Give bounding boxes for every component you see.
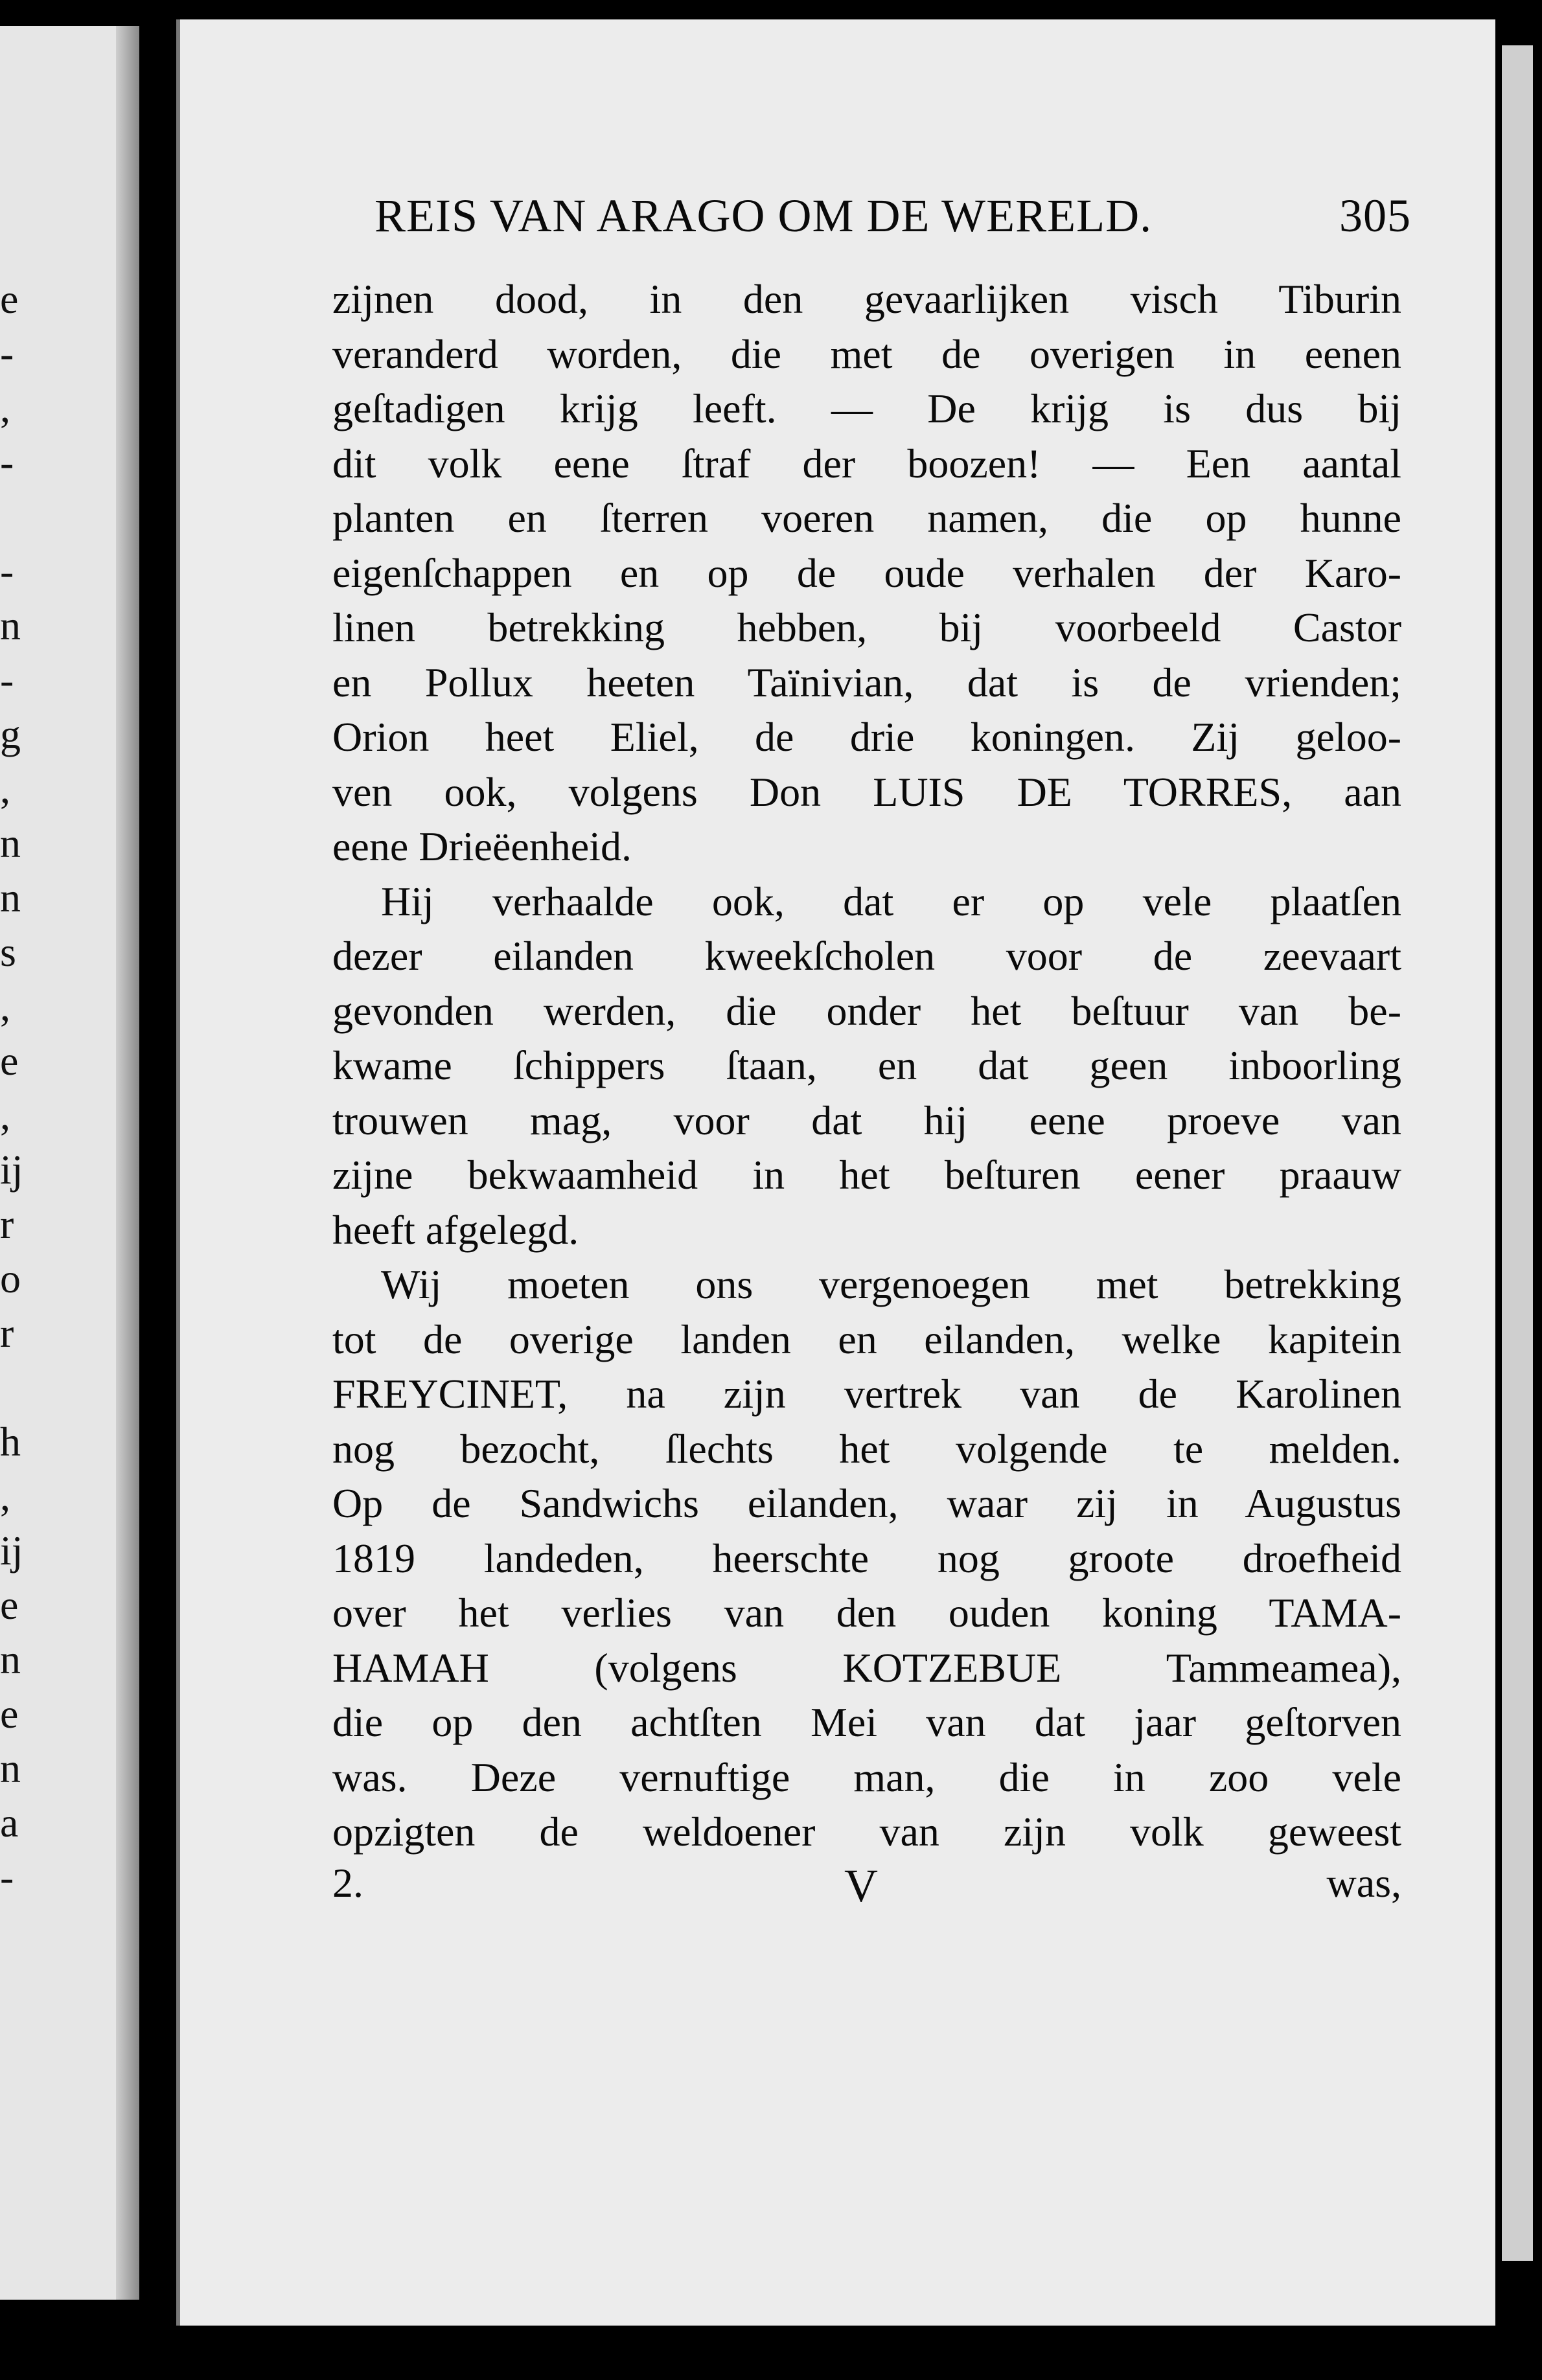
text-line: was. Deze vernuftige man, die in zoo vele [332,1754,1401,1800]
running-header [374,189,1411,247]
text-line: die op den achtſten Mei van dat jaar geſtorven [332,1699,1401,1745]
margin-char: - [0,439,14,485]
margin-char: e [0,1582,19,1628]
text-line: dit volk eene ſtraf der boozen! — Een aantal [332,440,1401,486]
margin-char: a [0,1800,19,1846]
text-line: dezer eilanden kweekſcholen voor de zeevaart [332,933,1401,979]
quire-mark: V [844,1860,878,1912]
text-line: 1819 landeden, heerschte nog groote droefheid [332,1535,1401,1581]
margin-char: - [0,1854,14,1900]
page-number: 305 [1339,190,1411,242]
text-line: ven ook, volgens Don LUIS DE TORRES, aan [332,768,1401,815]
margin-char: e [0,1691,19,1737]
margin-char: n [0,875,21,921]
text-line: kwame ſchippers ſtaan, en dat geen inboorling [332,1042,1401,1088]
text-line: FREYCINET, na zijn vertrek van de Karolinen [332,1371,1401,1417]
margin-char: n [0,1636,21,1682]
page-footer [332,1859,1401,1917]
left-page-margin-text [0,272,23,1905]
text-line: geſtadigen krijg leeft. — De krijg is dus bij [332,385,1401,431]
text-line: eigenſchappen en op de oude verhalen der Karo- [332,549,1401,596]
text-line: Hij verhaalde ook, dat er op vele plaatſen [381,878,1401,924]
margin-char: n [0,1745,21,1791]
margin-char: n [0,602,21,648]
text-line: veranderd worden, die met de overigen in eenen [332,330,1401,377]
book-page [176,19,1495,2326]
text-line: en Pollux heeten Taïnivian, dat is de vrienden; [332,659,1401,705]
margin-char: - [0,330,14,376]
margin-char: o [0,1255,21,1301]
margin-char: e [0,1038,19,1084]
text-line: heeft afgelegd. [332,1206,579,1253]
text-line: zijne bekwaamheid in het beſturen eener praauw [332,1152,1401,1198]
text-line: gevonden werden, die onder het beſtuur van be- [332,987,1401,1034]
margin-char: , [0,766,10,812]
margin-char: e [0,276,19,322]
margin-char: r [0,1310,14,1356]
margin-char: r [0,1201,14,1247]
signature-mark: 2. [332,1860,363,1906]
margin-char: ij [0,1528,23,1573]
text-line: planten en ſterren voeren namen, die op hunne [332,495,1401,541]
next-page-edge [1502,45,1533,2261]
facing-left-page [0,26,139,2300]
margin-char [0,490,16,544]
text-line: linen betrekking hebben, bij voorbeeld Castor [332,604,1401,650]
margin-char: - [0,548,14,594]
running-title: REIS VAN ARAGO OM DE WERELD. [374,190,1153,242]
text-line: Wij moeten ons vergenoegen met betrekking [381,1261,1401,1307]
margin-char: , [0,1092,10,1138]
text-line: HAMAH (volgens KOTZEBUE Tammeamea), [332,1644,1401,1691]
text-line: trouwen mag, voor dat hij eene proeve van [332,1097,1401,1143]
book-gutter [116,26,139,2300]
text-line: eene Drieëenheid. [332,823,632,869]
text-line: opzigten de weldoener van zijn volk geweest [332,1809,1401,1855]
text-line: zijnen dood, in den gevaarlijken visch Tiburin [332,276,1401,322]
margin-char: ij [0,1147,23,1193]
text-line: Orion heet Eliel, de drie koningen. Zij geloo- [332,714,1401,760]
margin-char: , [0,385,10,431]
text-line: Op de Sandwichs eilanden, waar zij in Augustus [332,1480,1401,1526]
margin-char [0,1360,16,1415]
text-line: nog bezocht, ſlechts het volgende te melden. [332,1425,1401,1472]
margin-char: n [0,820,21,866]
text-line: over het verlies van den ouden koning TAMA- [332,1590,1401,1636]
page-body [332,272,1401,1860]
margin-char: , [0,983,10,1029]
text-line: tot de overige landen en eilanden, welke kapitein [332,1316,1401,1362]
margin-char: s [0,929,16,975]
catchword: was, [1326,1860,1401,1906]
margin-char: , [0,1473,10,1519]
margin-char: h [0,1419,21,1465]
margin-char: g [0,711,21,757]
margin-char: - [0,657,14,703]
